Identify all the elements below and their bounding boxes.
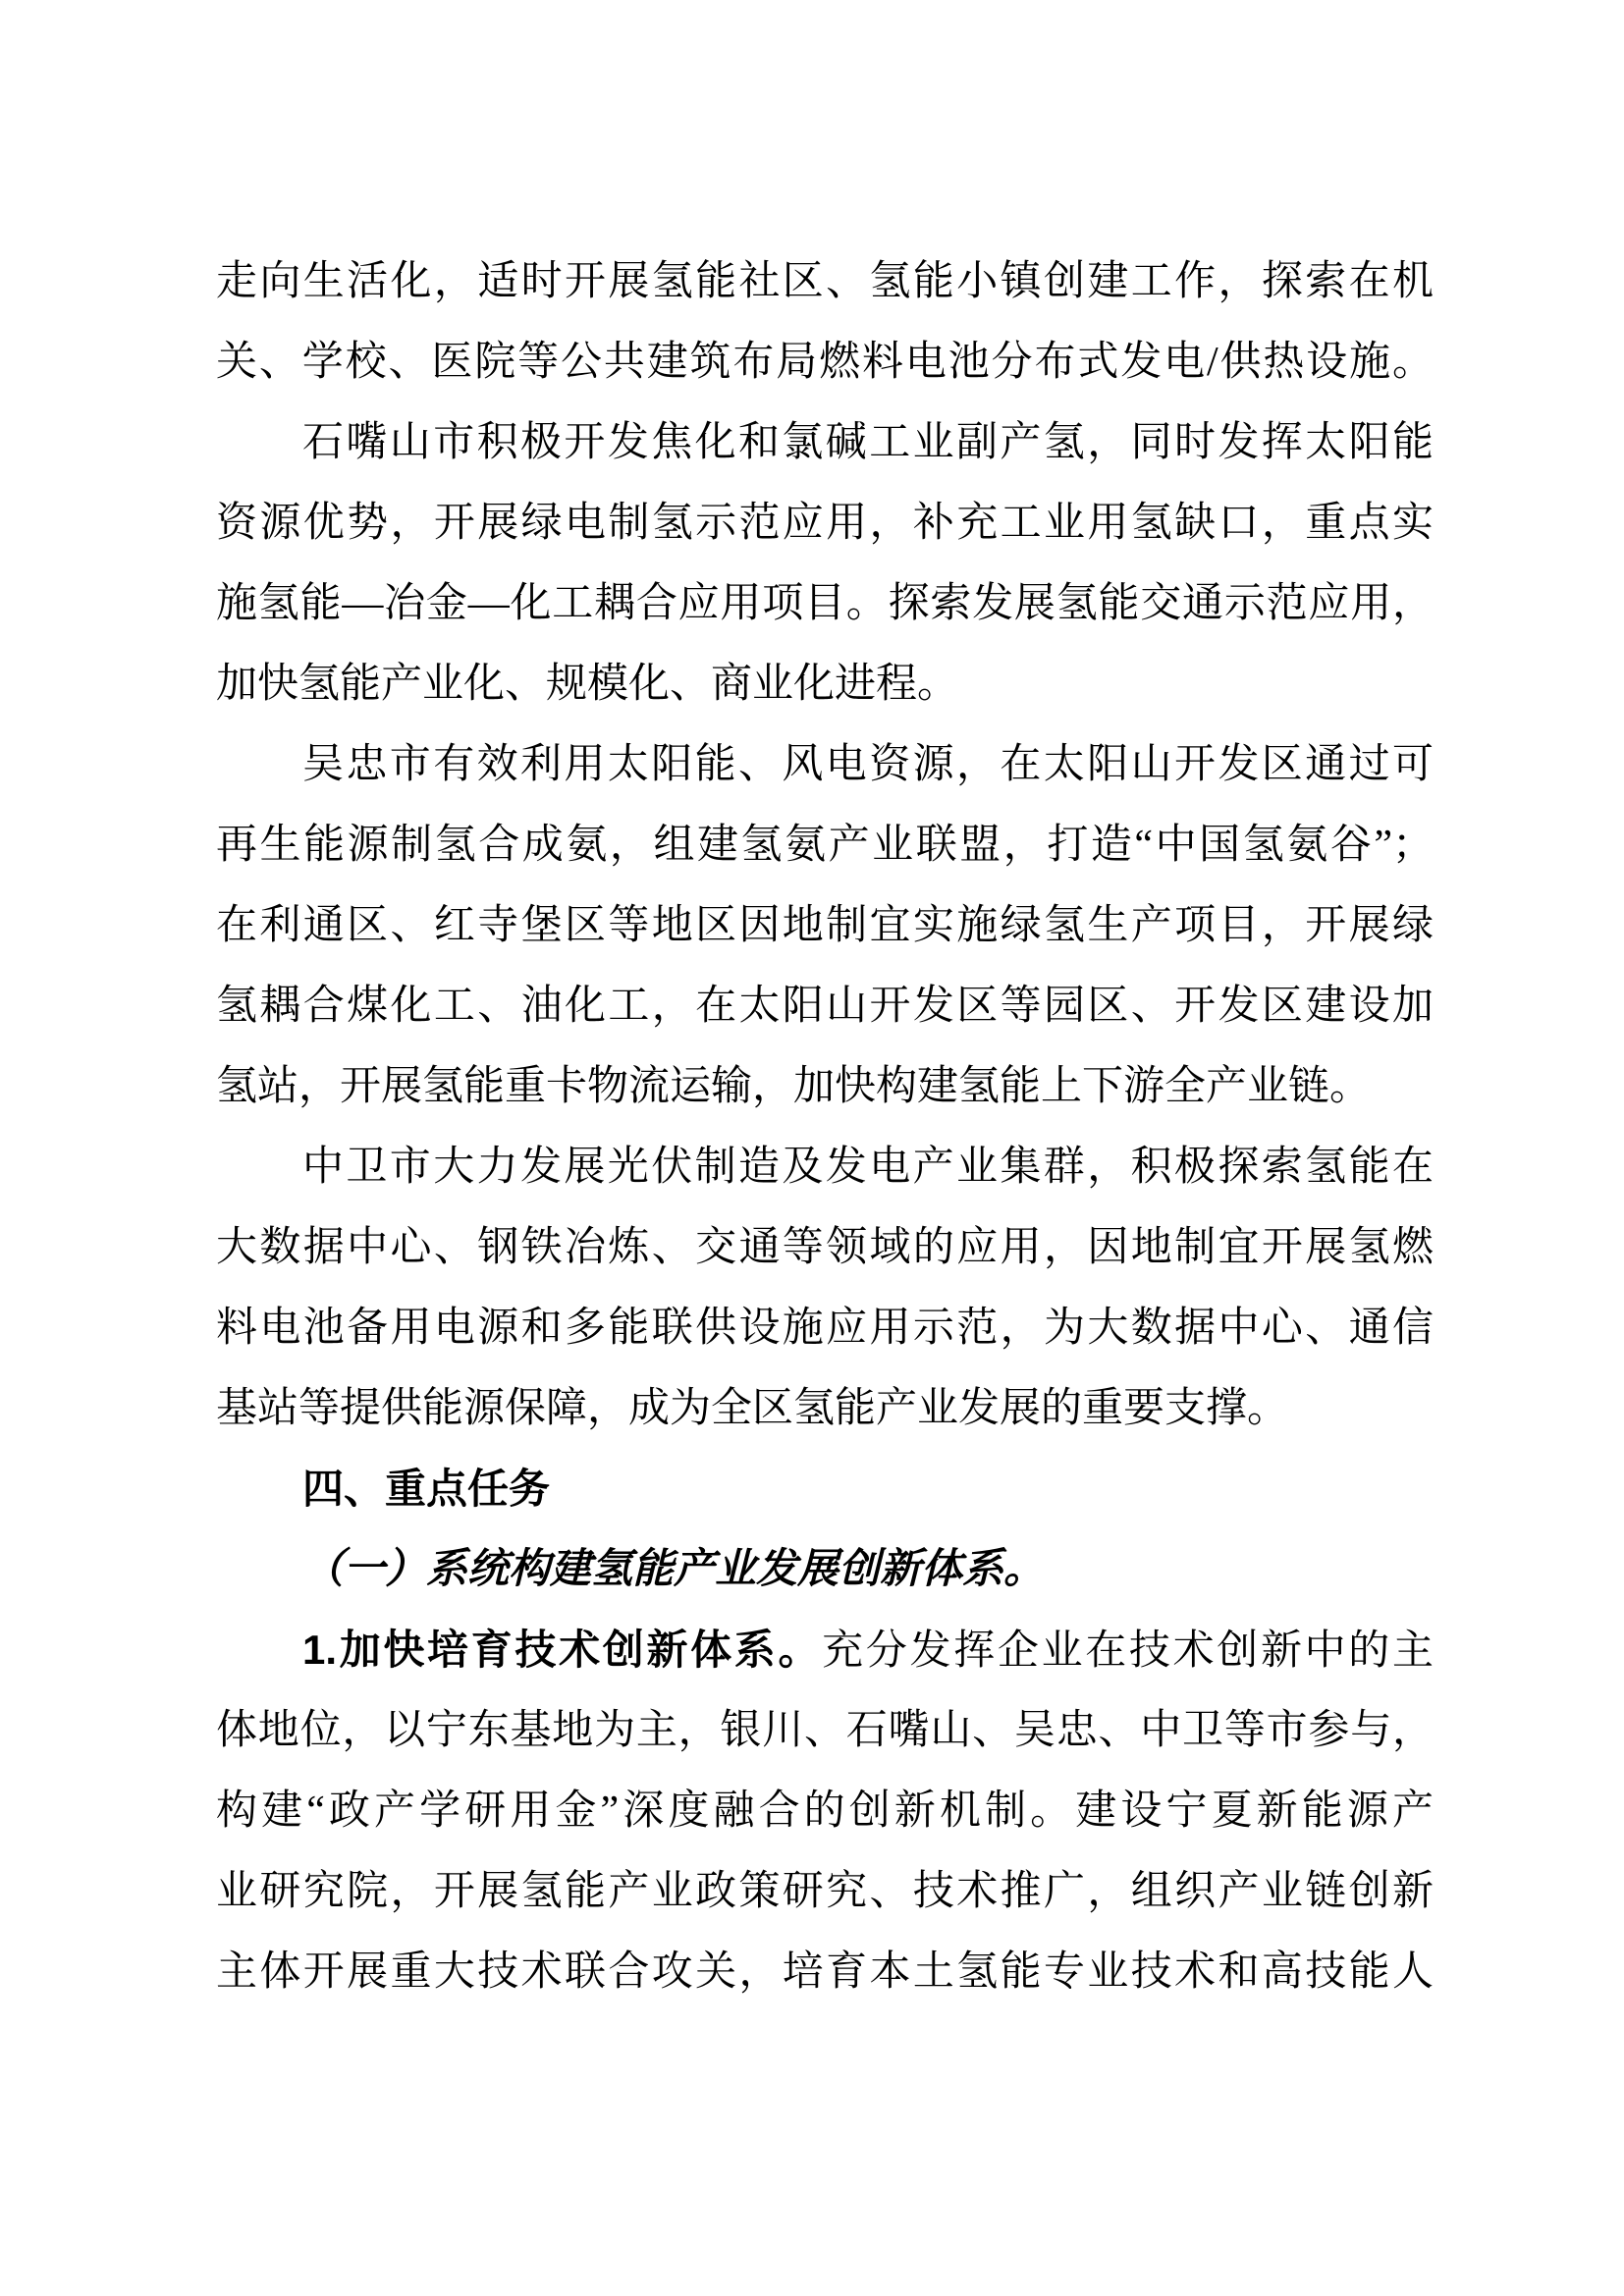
text-segment: 加快氢能产业化、规模化、商业化进程。 [216, 662, 959, 707]
text-segment: 再生能源制氢合成氨，组建氢氨产业联盟，打造“中国氢氨谷”； [216, 823, 1434, 868]
text-block [216, 241, 1434, 2012]
text-line [216, 1288, 1434, 1368]
text-line [216, 966, 1434, 1046]
text-line [216, 724, 1434, 805]
text-segment: 料电池备用电源和多能联供设施应用示范，为大数据中心、通信 [216, 1306, 1434, 1351]
text-line [216, 1771, 1434, 1851]
text-line [216, 1368, 1434, 1449]
text-line [216, 1127, 1434, 1207]
text-segment: 基站等提供能源保障，成为全区氢能产业发展的重要支撑。 [216, 1386, 1289, 1431]
text-line [216, 1932, 1434, 2012]
text-segment: 大数据中心、钢铁冶炼、交通等领域的应用，因地制宜开展氢燃 [216, 1225, 1434, 1270]
text-line [216, 402, 1434, 483]
text-segment: 走向生活化，适时开展氢能社区、氢能小镇创建工作，探索在机 [216, 259, 1434, 304]
text-line [216, 1207, 1434, 1288]
text-line [216, 885, 1434, 966]
text-line [216, 1610, 1434, 1690]
text-segment: 业研究院，开展氢能产业政策研究、技术推广，组织产业链创新 [216, 1869, 1434, 1914]
text-segment: 资源优势，开展绿电制氢示范应用，补充工业用氢缺口，重点实 [216, 501, 1434, 546]
text-line [216, 483, 1434, 563]
text-line [216, 1046, 1434, 1127]
text-segment: 施氢能—冶金—化工耦合应用项目。探索发展氢能交通示范应用， [216, 581, 1434, 626]
text-line [216, 241, 1434, 322]
text-segment: （一）系统构建氢能产业发展创新体系。 [302, 1547, 1046, 1592]
text-segment: 四、重点任务 [302, 1466, 551, 1512]
text-segment: 1.加快培育技术创新体系。 [302, 1627, 823, 1673]
text-segment: 关、学校、医院等公共建筑布局燃料电池分布式发电/供热设施。 [216, 340, 1434, 385]
text-line [216, 563, 1434, 644]
text-segment: 体地位，以宁东基地为主，银川、石嘴山、吴忠、中卫等市参与， [216, 1708, 1434, 1753]
text-segment: 中卫市大力发展光伏制造及发电产业集群，积极探索氢能在 [302, 1145, 1434, 1190]
text-segment: 吴忠市有效利用太阳能、风电资源，在太阳山开发区通过可 [302, 742, 1434, 787]
text-segment: 主体开展重大技术联合攻关，培育本土氢能专业技术和高技能人 [216, 1949, 1434, 1995]
text-line [216, 1529, 1434, 1610]
text-line [216, 805, 1434, 885]
text-line [216, 1449, 1434, 1529]
text-line [216, 644, 1434, 724]
text-segment: 氢耦合煤化工、油化工，在太阳山开发区等园区、开发区建设加 [216, 984, 1434, 1029]
text-line [216, 322, 1434, 402]
text-segment: 构建“政产学研用金”深度融合的创新机制。建设宁夏新能源产 [216, 1789, 1434, 1834]
text-segment: 在利通区、红寺堡区等地区因地制宜实施绿氢生产项目，开展绿 [216, 903, 1434, 948]
text-segment: 石嘴山市积极开发焦化和氯碱工业副产氢，同时发挥太阳能 [302, 420, 1434, 465]
text-segment: 氢站，开展氢能重卡物流运输，加快构建氢能上下游全产业链。 [216, 1064, 1372, 1109]
text-line [216, 1690, 1434, 1771]
text-line [216, 1851, 1434, 1932]
text-segment: 充分发挥企业在技术创新中的主 [822, 1629, 1434, 1674]
